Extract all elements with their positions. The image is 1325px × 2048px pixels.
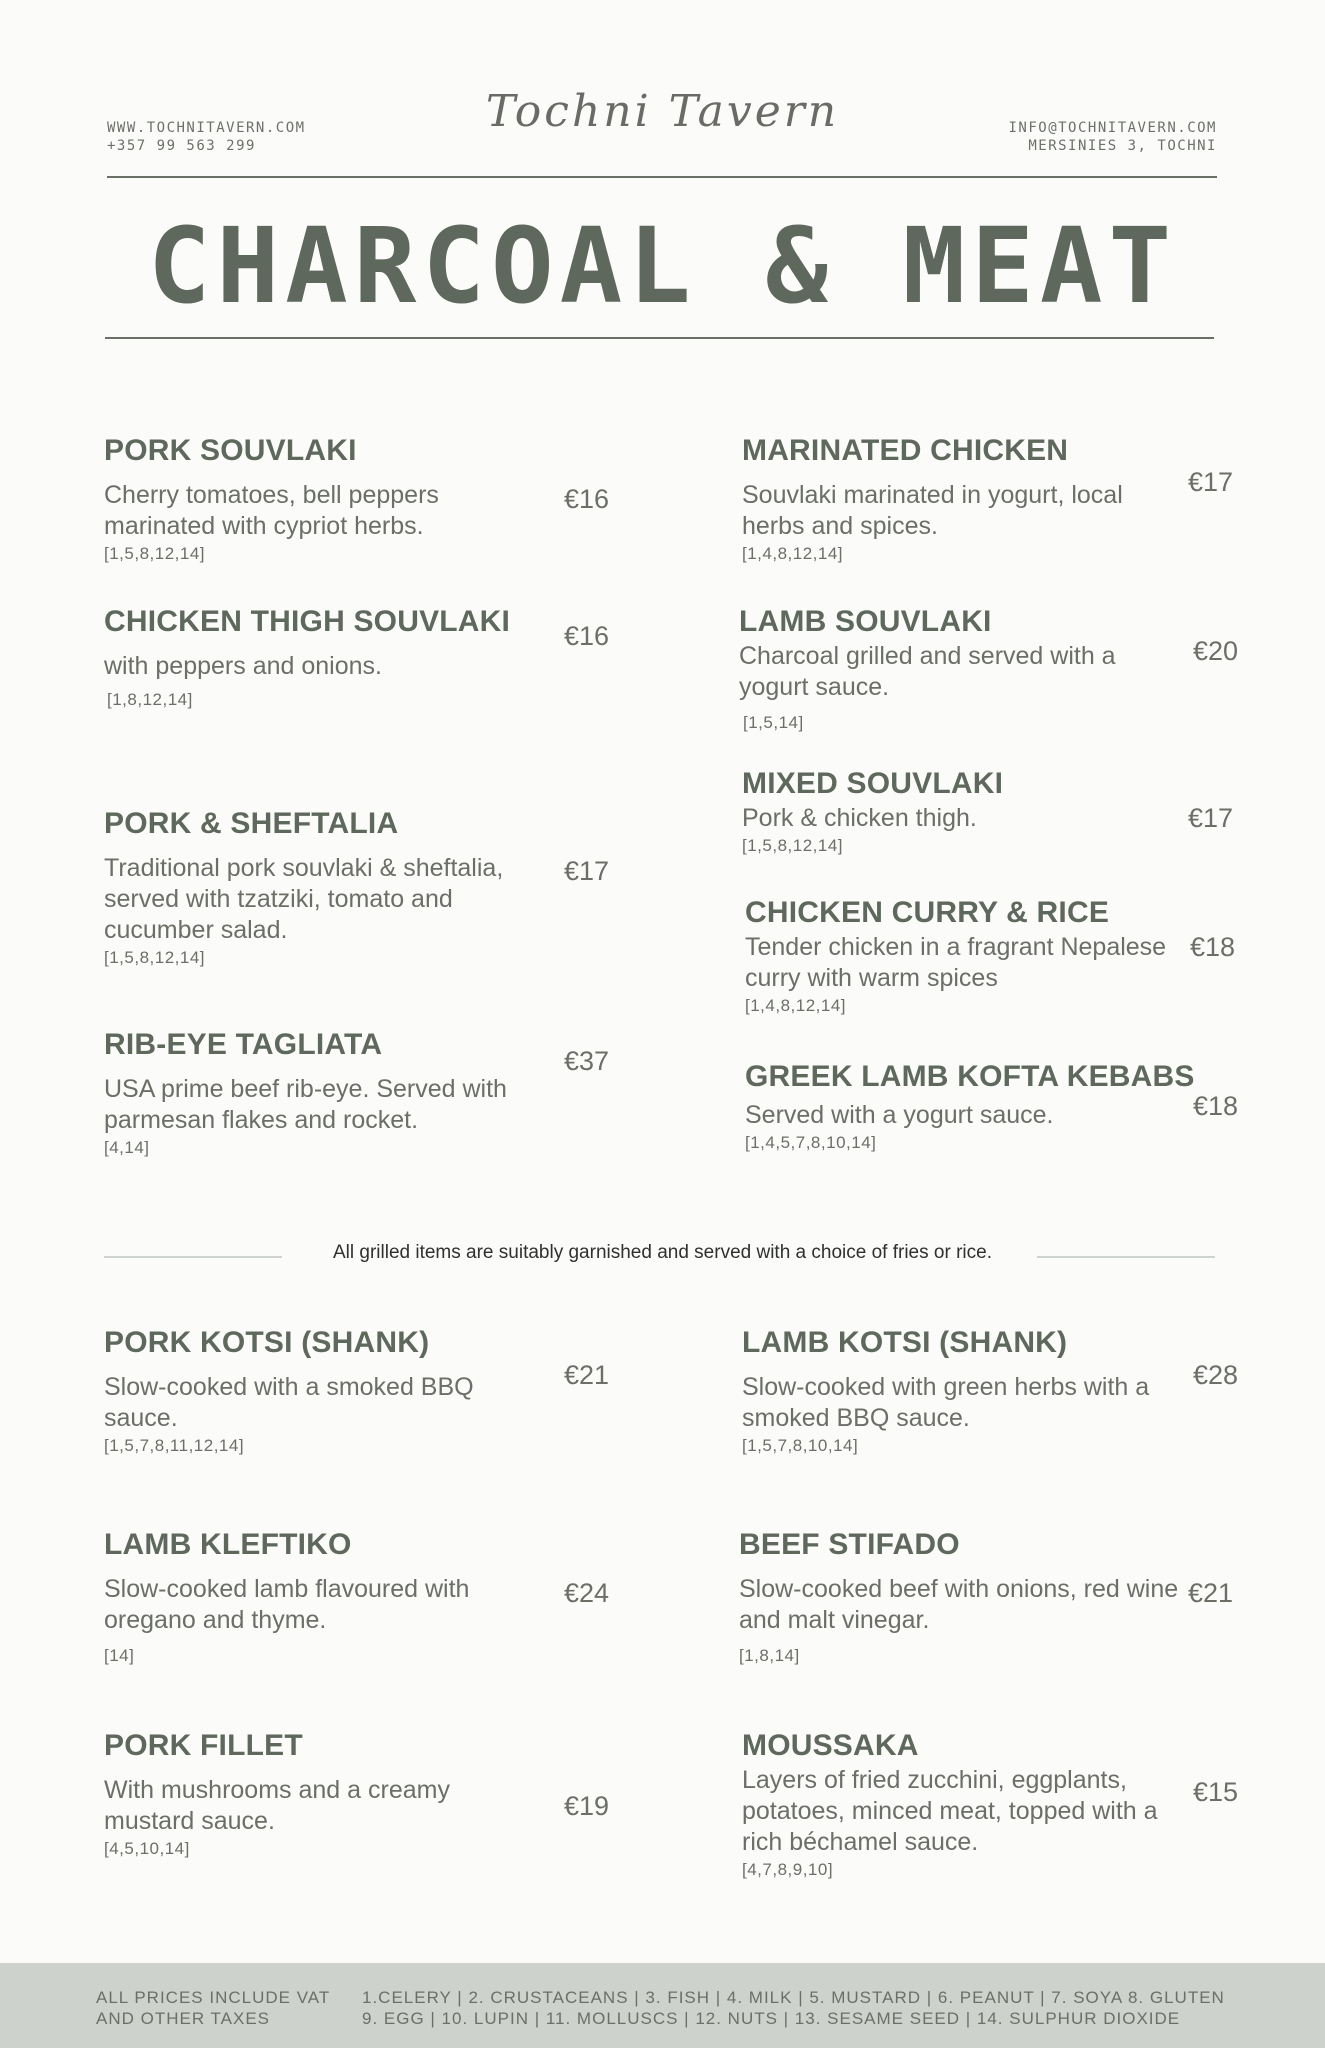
- item-allergens: [1,5,8,12,14]: [104, 948, 206, 967]
- menu-item-beef-stifado: [739, 1528, 1179, 1666]
- item-name: PORK & SHEFTALIA: [104, 807, 399, 840]
- menu-item-marinated-chicken: [742, 434, 1182, 564]
- item-name: MARINATED CHICKEN: [742, 434, 1069, 467]
- menu-item-pork-sheftalia: [104, 807, 534, 968]
- contact-right: [1008, 119, 1217, 155]
- allergen-legend-line1: 1.CELERY | 2. CRUSTACEANS | 3. FISH | 4. MILK | 5. MUSTARD | 6. PEANUT | 7. SOYA 8. GLUTEN: [362, 1988, 1225, 2007]
- vat-note: [96, 1987, 330, 2029]
- item-price: €28: [1193, 1360, 1239, 1390]
- item-name: PORK FILLET: [104, 1729, 303, 1762]
- item-description: Slow-cooked lamb flavoured with oregano and thyme.: [104, 1575, 470, 1634]
- email-link[interactable]: INFO@TOCHNITAVERN.COM: [1008, 120, 1217, 136]
- menu-item-chicken-curry-rice: [745, 896, 1185, 1016]
- menu-item-lamb-kleftiko: [104, 1528, 534, 1666]
- item-description: Layers of fried zucchini, eggplants, potatoes, minced meat, topped with a rich béchamel sauce.: [742, 1766, 1158, 1856]
- allergen-legend: [362, 1987, 1225, 2029]
- item-allergens: [1,4,8,12,14]: [742, 544, 844, 563]
- item-description: Cherry tomatoes, bell peppers marinated with cypriot herbs.: [104, 481, 439, 540]
- item-description: Slow-cooked with green herbs with a smoked BBQ sauce.: [742, 1373, 1150, 1432]
- phone-number[interactable]: +357 99 563 299: [107, 138, 256, 154]
- note-divider-right: [1037, 1256, 1215, 1258]
- item-allergens: [1,5,7,8,11,12,14]: [104, 1436, 245, 1455]
- website-link[interactable]: WWW.TOCHNITAVERN.COM: [107, 120, 306, 136]
- item-description: USA prime beef rib-eye. Served with parmesan flakes and rocket.: [104, 1075, 507, 1134]
- item-price: €16: [564, 621, 610, 651]
- item-price: €18: [1193, 1091, 1239, 1121]
- item-name: LAMB SOUVLAKI: [739, 605, 992, 638]
- menu-item-rib-eye-tagliata: [104, 1028, 534, 1158]
- menu-item-lamb-souvlaki: [739, 605, 1179, 733]
- vat-note-line1: ALL PRICES INCLUDE VAT: [96, 1988, 331, 2007]
- header-divider: [107, 176, 1217, 178]
- footer: [0, 1963, 1325, 2048]
- item-allergens: [14]: [104, 1646, 135, 1665]
- item-price: €19: [564, 1791, 610, 1821]
- item-name: CHICKEN CURRY & RICE: [745, 896, 1110, 929]
- item-description: Pork & chicken thigh.: [742, 804, 977, 832]
- item-name: PORK SOUVLAKI: [104, 434, 357, 467]
- item-description: Served with a yogurt sauce.: [745, 1101, 1054, 1129]
- item-price: €17: [1188, 803, 1234, 833]
- item-allergens: [1,8,12,14]: [107, 690, 193, 709]
- item-description: Tender chicken in a fragrant Nepalese curry with warm spices: [745, 933, 1167, 992]
- item-description: Slow-cooked with a smoked BBQ sauce.: [104, 1373, 474, 1432]
- item-name: MIXED SOUVLAKI: [742, 767, 1004, 800]
- item-description: Traditional pork souvlaki & sheftalia, served with tzatziki, tomato and cucumber salad.: [104, 854, 504, 944]
- item-allergens: [4,7,8,9,10]: [742, 1860, 834, 1879]
- menu-item-lamb-kotsi: [742, 1326, 1182, 1456]
- title-divider: [105, 337, 1214, 339]
- item-allergens: [1,5,8,12,14]: [742, 836, 844, 855]
- item-name: BEEF STIFADO: [739, 1528, 960, 1561]
- item-price: €20: [1193, 636, 1239, 666]
- menu-item-pork-souvlaki: [104, 434, 534, 564]
- address: MERSINIES 3, TOCHNI: [1028, 138, 1217, 154]
- item-price: €37: [564, 1046, 610, 1076]
- item-description: With mushrooms and a creamy mustard sauce.: [104, 1776, 450, 1835]
- item-name: PORK KOTSI (SHANK): [104, 1326, 430, 1359]
- item-allergens: [4,14]: [104, 1138, 150, 1157]
- menu-item-mixed-souvlaki: [742, 767, 1182, 856]
- menu-item-greek-lamb-kofta-kebabs: [745, 1060, 1195, 1153]
- logo-text: Tochni Tavern: [485, 86, 840, 137]
- item-name: RIB-EYE TAGLIATA: [104, 1028, 383, 1061]
- item-name: LAMB KLEFTIKO: [104, 1528, 352, 1561]
- menu-item-pork-kotsi: [104, 1326, 534, 1456]
- item-price: €15: [1193, 1777, 1239, 1807]
- garnish-note: All grilled items are suitably garnished and served with a choice of fries or rice.: [333, 1242, 992, 1263]
- item-price: €16: [564, 484, 610, 514]
- item-description: Souvlaki marinated in yogurt, local herbs and spices.: [742, 481, 1123, 540]
- menu-item-moussaka: [742, 1729, 1182, 1880]
- item-allergens: [1,4,8,12,14]: [745, 996, 847, 1015]
- vat-note-line2: AND OTHER TAXES: [96, 2009, 271, 2028]
- item-price: €21: [564, 1360, 610, 1390]
- item-price: €17: [564, 856, 610, 886]
- item-price: €21: [1188, 1578, 1234, 1608]
- item-description: Slow-cooked beef with onions, red wine and malt vinegar.: [739, 1575, 1179, 1634]
- item-name: LAMB KOTSI (SHANK): [742, 1326, 1068, 1359]
- item-price: €17: [1188, 467, 1234, 497]
- item-allergens: [1,8,14]: [739, 1646, 800, 1665]
- menu-item-chicken-thigh-souvlaki: [104, 605, 534, 710]
- item-price: €18: [1190, 932, 1236, 962]
- item-allergens: [1,5,7,8,10,14]: [742, 1436, 859, 1455]
- item-allergens: [1,5,8,12,14]: [104, 544, 206, 563]
- item-allergens: [1,5,14]: [743, 713, 804, 732]
- item-description: Charcoal grilled and served with a yogurt sauce.: [739, 642, 1116, 701]
- item-allergens: [1,4,5,7,8,10,14]: [745, 1133, 877, 1152]
- item-allergens: [4,5,10,14]: [104, 1839, 190, 1858]
- item-price: €24: [564, 1578, 610, 1608]
- page-title: CHARCOAL & MEAT: [147, 205, 1178, 327]
- item-name: MOUSSAKA: [742, 1729, 919, 1762]
- item-description: with peppers and onions.: [104, 652, 382, 680]
- item-name: GREEK LAMB KOFTA KEBABS: [745, 1060, 1195, 1093]
- item-name: CHICKEN THIGH SOUVLAKI: [104, 605, 511, 638]
- menu-item-pork-fillet: [104, 1729, 534, 1859]
- allergen-legend-line2: 9. EGG | 10. LUPIN | 11. MOLLUSCS | 12. NUTS | 13. SESAME SEED | 14. SULPHUR DIOXIDE: [362, 2009, 1181, 2028]
